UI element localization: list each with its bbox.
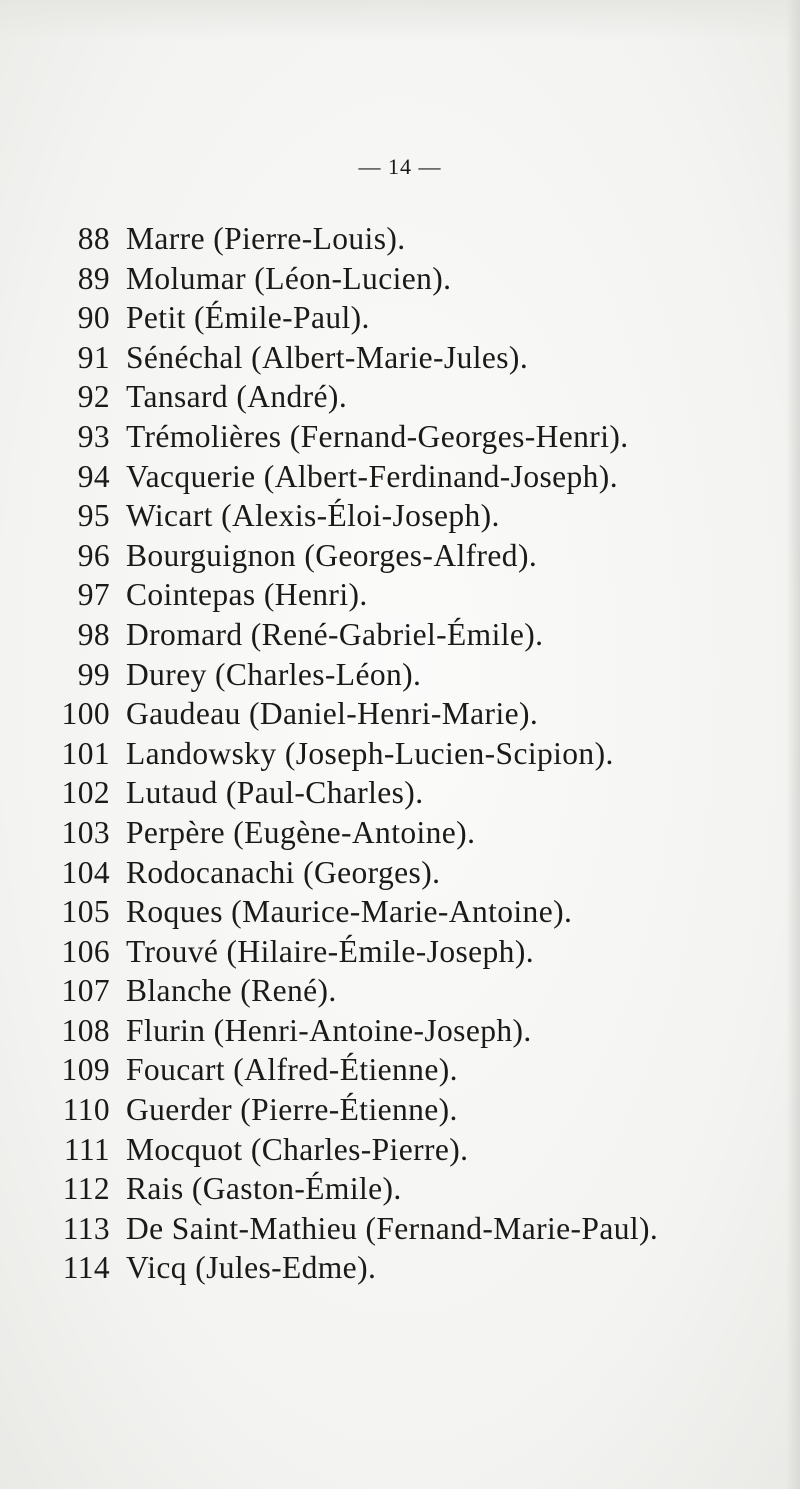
entry-number: 109 xyxy=(61,1052,110,1088)
entry-number: 111 xyxy=(63,1131,110,1167)
list-item xyxy=(60,696,780,736)
entry-name: Petit (Émile-Paul). xyxy=(126,300,370,336)
entry-name: Tansard (André). xyxy=(126,379,348,415)
entry-name: Durey (Charles-Léon). xyxy=(126,656,422,692)
list-item xyxy=(60,1092,780,1132)
page-edge-shadow-right xyxy=(786,0,800,1489)
entry-list xyxy=(60,221,780,1290)
entry-name: Trouvé (Hilaire-Émile-Joseph). xyxy=(126,933,534,969)
entry-number: 107 xyxy=(61,973,110,1009)
entry-name: Sénéchal (Albert-Marie-Jules). xyxy=(126,339,529,375)
list-item xyxy=(60,815,780,855)
entry-name: Guerder (Pierre-Étienne). xyxy=(126,1092,458,1128)
list-item xyxy=(60,855,780,895)
entry-number: 108 xyxy=(61,1012,110,1048)
list-item xyxy=(60,577,780,617)
entry-number: 100 xyxy=(61,696,110,732)
entry-name: Molumar (Léon-Lucien). xyxy=(126,260,452,296)
entry-number: 92 xyxy=(77,379,110,415)
list-item xyxy=(60,221,780,261)
entry-number: 103 xyxy=(61,814,110,850)
entry-number: 91 xyxy=(77,339,110,375)
list-item xyxy=(60,1052,780,1092)
entry-name: Roques (Maurice-Marie-Antoine). xyxy=(126,894,573,930)
entry-number: 89 xyxy=(77,260,110,296)
entry-name: Rodocanachi (Georges). xyxy=(126,854,441,890)
list-item xyxy=(60,340,780,380)
entry-name: Cointepas (Henri). xyxy=(126,577,368,613)
entry-name: Foucart (Alfred-Étienne). xyxy=(126,1052,458,1088)
entry-name: Lutaud (Paul-Charles). xyxy=(126,775,424,811)
list-item xyxy=(60,736,780,776)
entry-number: 105 xyxy=(61,894,110,930)
entry-name: Marre (Pierre-Louis). xyxy=(126,221,406,256)
entry-number: 113 xyxy=(62,1210,110,1246)
list-item xyxy=(60,775,780,815)
entry-name: Bourguignon (Georges-Alfred). xyxy=(126,537,538,573)
entry-name: Rais (Gaston-Émile). xyxy=(126,1171,402,1207)
list-item xyxy=(60,894,780,934)
entry-number: 104 xyxy=(61,854,110,890)
page-number: — 14 — xyxy=(358,154,442,179)
list-item xyxy=(60,657,780,697)
entry-number: 99 xyxy=(77,656,110,692)
entry-number: 93 xyxy=(77,418,110,454)
entry-name: Landowsky (Joseph-Lucien-Scipion). xyxy=(126,735,614,771)
entry-name: Perpère (Eugène-Antoine). xyxy=(126,814,476,850)
list-item xyxy=(60,379,780,419)
entry-number: 101 xyxy=(61,735,110,771)
entry-number: 88 xyxy=(77,221,110,256)
entry-number: 106 xyxy=(61,933,110,969)
page-edge-shadow-top xyxy=(0,0,800,40)
entry-name: Gaudeau (Daniel-Henri-Marie). xyxy=(126,696,539,732)
list-item xyxy=(60,419,780,459)
entry-name: Vicq (Jules-Edme). xyxy=(126,1250,377,1286)
list-item xyxy=(60,300,780,340)
entry-number: 114 xyxy=(62,1250,110,1286)
entry-number: 102 xyxy=(61,775,110,811)
list-item xyxy=(60,1171,780,1211)
entry-number: 95 xyxy=(77,498,110,534)
list-item xyxy=(60,617,780,657)
entry-name: Flurin (Henri-Antoine-Joseph). xyxy=(126,1012,532,1048)
list-item xyxy=(60,973,780,1013)
list-item xyxy=(60,1013,780,1053)
entry-number: 112 xyxy=(62,1171,110,1207)
entry-name: Trémolières (Fernand-Georges-Henri). xyxy=(126,418,629,454)
entry-name: De Saint-Mathieu (Fernand-Marie-Paul). xyxy=(126,1210,659,1246)
list-item xyxy=(60,538,780,578)
entry-name: Blanche (René). xyxy=(126,973,337,1009)
list-item xyxy=(60,459,780,499)
entry-name: Mocquot (Charles-Pierre). xyxy=(126,1131,469,1167)
entry-number: 98 xyxy=(77,616,110,652)
list-item xyxy=(60,1132,780,1172)
entry-name: Dromard (René-Gabriel-Émile). xyxy=(126,616,544,652)
list-item xyxy=(60,934,780,974)
entry-name: Wicart (Alexis-Éloi-Joseph). xyxy=(126,498,500,534)
entry-number: 90 xyxy=(77,300,110,336)
entry-name: Vacquerie (Albert-Ferdinand-Joseph). xyxy=(126,458,618,494)
entry-number: 96 xyxy=(77,537,110,573)
entry-number: 110 xyxy=(62,1092,110,1128)
list-item xyxy=(60,1211,780,1251)
list-item xyxy=(60,498,780,538)
list-item xyxy=(60,261,780,301)
list-item xyxy=(60,1250,780,1290)
entry-number: 97 xyxy=(77,577,110,613)
entry-number: 94 xyxy=(77,458,110,494)
